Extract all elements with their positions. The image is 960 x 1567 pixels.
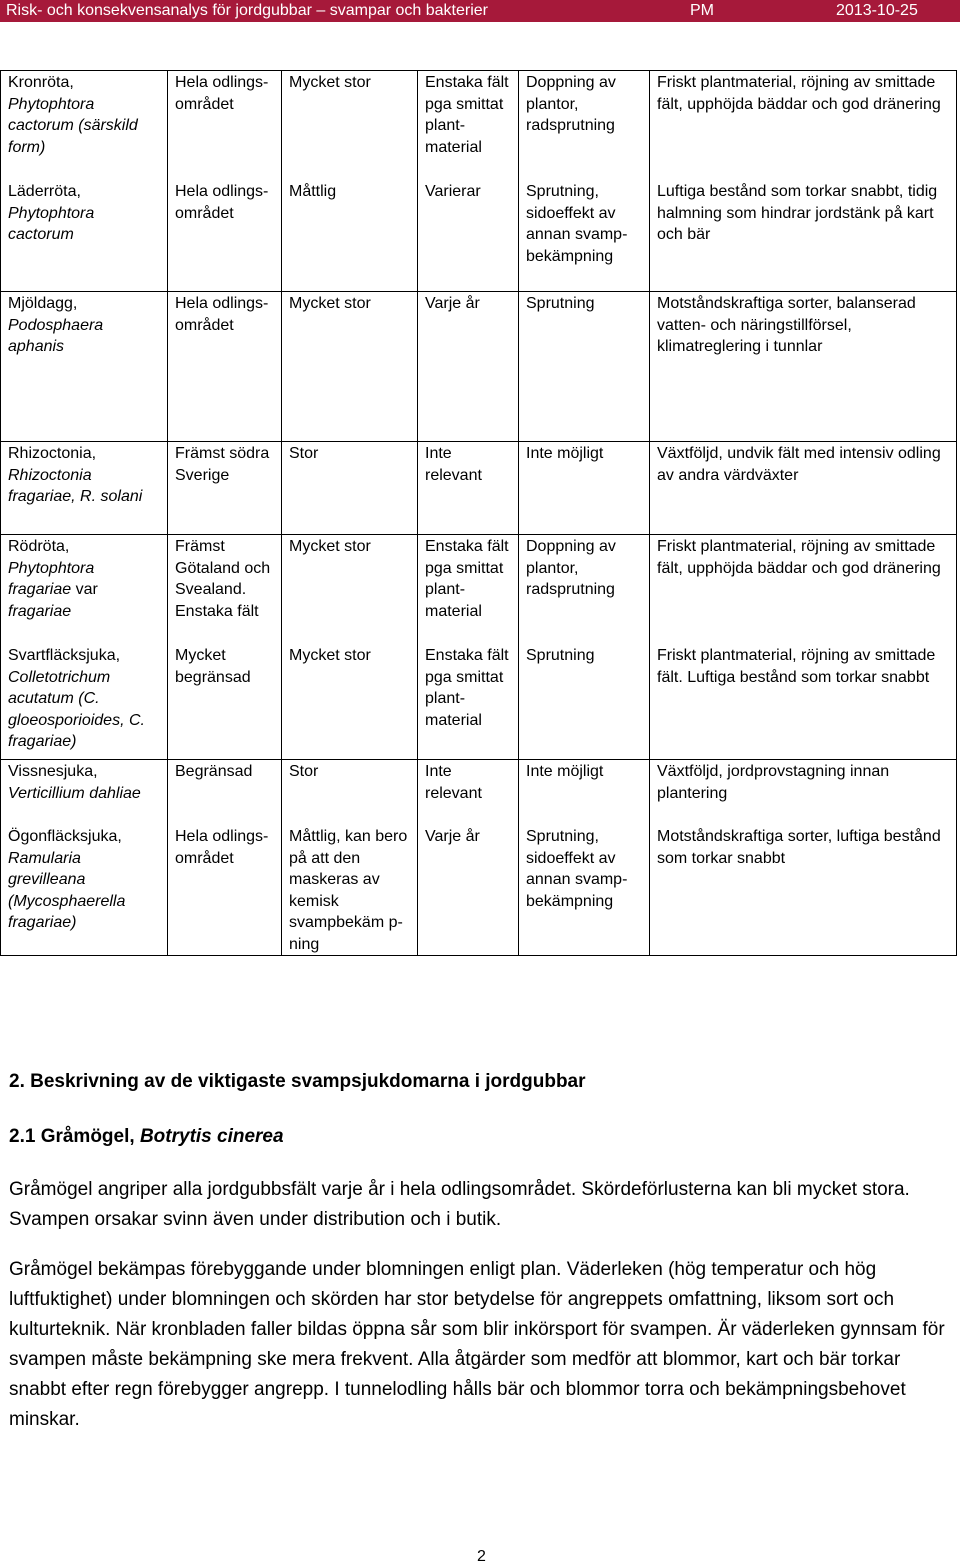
prevention-text: Växtföljd, jordprovstagning innan plantering: [657, 763, 890, 802]
impact-text: Mycket stor: [289, 74, 371, 91]
control-text: Sprutning: [526, 647, 595, 664]
impact-text: Stor: [289, 763, 319, 780]
table-cell-prevention: [650, 535, 957, 760]
table-cell-area: [168, 442, 282, 535]
page-number: 2: [477, 1548, 486, 1565]
subsection-heading-prefix: 2.1 Gråmögel,: [9, 1126, 140, 1147]
area-text: Mycket begränsad: [175, 647, 251, 686]
document-date: 2013-10-25: [836, 2, 918, 19]
table-cell-disease: [1, 442, 168, 535]
control-text: Doppning av plantor, radsprutning: [526, 538, 616, 598]
subsection-heading: [9, 1122, 954, 1152]
frequency-text: Varierar: [425, 183, 481, 200]
disease-latin-name: Verticillium dahliae: [8, 784, 141, 802]
disease-common-name: Rhizoctonia,: [8, 445, 97, 462]
table-cell-control: [519, 535, 650, 760]
disease-text: [1, 180, 167, 291]
control-text: Sprutning, sidoeffekt av annan svamp-bekämpning: [526, 828, 628, 910]
disease-text: [1, 535, 167, 644]
disease-latin-name: Rhizoctonia fragariae, R. solani: [8, 466, 143, 505]
control-text: Doppning av plantor, radsprutning: [526, 74, 616, 134]
frequency-text: Varje år: [425, 828, 480, 845]
impact-text: Mycket stor: [289, 647, 371, 664]
table-cell-frequency: [418, 292, 519, 442]
table-cell-area: [168, 760, 282, 956]
disease-latin-name: Ramularia grevilleana (Mycosphaerella fragariae): [8, 849, 126, 931]
table-row: [1, 760, 957, 956]
area-text: Hela odlings-området: [175, 295, 269, 334]
table-cell-area: [168, 535, 282, 760]
table-cell-frequency: [418, 760, 519, 956]
table-cell-prevention: [650, 442, 957, 535]
table-cell-impact: [282, 442, 418, 535]
impact-text: Stor: [289, 445, 319, 462]
disease-text: [1, 442, 167, 534]
control-text: Inte möjligt: [526, 445, 604, 462]
document-type: PM: [690, 2, 714, 19]
disease-latin-name: Phytophtora cactorum (särskild form): [8, 95, 138, 156]
table-cell-prevention: [650, 760, 957, 956]
table-row: [1, 71, 957, 292]
table-row: [1, 442, 957, 535]
disease-common-name: Mjöldagg,: [8, 295, 78, 312]
paragraph-2: Gråmögel bekämpas förebyggande under blomningen enligt plan. Väderleken (hög temperatur och hög luftfuktighet) under blomningen och skörden har stor betydelse för angreppets omfattning, liksom sort och kulturteknik. När kronbladen faller bildas öppna sår som blir inkörsport för svampen. Är väderleken gynnsam för svampen måste bekämpning ske mera frekvent. Alla åtgärder som medför att blommor, kart och bär torkar snabbt efter regn förebygger angrepp. I tunnelodling hålls bär och blommor torra och bekämpningsbehovet minskar.: [9, 1259, 945, 1430]
subsection-heading-species: Botrytis cinerea: [139, 1126, 284, 1147]
section-heading: 2. Beskrivning av de viktigaste svampsjukdomarna i jordgubbar: [9, 1071, 586, 1092]
table-cell-control: [519, 292, 650, 442]
page-header: [0, 0, 960, 22]
prevention-text: Friskt plantmaterial, röjning av smittade fält, upphöjda bäddar och god dränering: [657, 74, 941, 113]
table-cell-impact: [282, 760, 418, 956]
disease-text: [1, 292, 167, 441]
frequency-text: Enstaka fält pga smittat plant-material: [425, 538, 509, 620]
table-cell-area: [168, 71, 282, 292]
disease-text: [1, 71, 167, 180]
prevention-text: Växtföljd, undvik fält med intensiv odling av andra värdväxter: [657, 445, 941, 484]
disease-risk-table: [0, 70, 957, 956]
prevention-text: Friskt plantmaterial, röjning av smittade fält. Luftiga bestånd som torkar snabbt: [657, 647, 936, 686]
table-cell-impact: [282, 292, 418, 442]
prevention-text: Luftiga bestånd som torkar snabbt, tidig halmning som hindrar jordstänk på kart och bär: [657, 183, 938, 243]
disease-latin-name: Phytophtora fragariae: [8, 559, 95, 598]
table-cell-disease: [1, 292, 168, 442]
table-cell-area: [168, 292, 282, 442]
table-cell-disease: [1, 71, 168, 292]
table-row: [1, 292, 957, 442]
impact-text: Mycket stor: [289, 538, 371, 555]
control-text: Sprutning, sidoeffekt av annan svamp-bekämpning: [526, 183, 628, 265]
table-cell-control: [519, 760, 650, 956]
disease-text: [1, 825, 167, 954]
impact-text: Mycket stor: [289, 295, 371, 312]
disease-latin-variety: fragariae: [8, 602, 72, 620]
table-row: [1, 535, 957, 760]
disease-common-name: Ögonfläcksjuka,: [8, 828, 122, 845]
frequency-text: Varje år: [425, 295, 480, 312]
table-cell-frequency: [418, 442, 519, 535]
table-cell-impact: [282, 535, 418, 760]
prevention-text: Motståndskraftiga sorter, balanserad vatten- och näringstillförsel, klimatreglering i tunnlar: [657, 295, 916, 355]
paragraph-1: Gråmögel angriper alla jordgubbsfält varje år i hela odlingsområdet. Skördeförlusterna kan bli mycket stora. Svampen orsakar svinn även under distribution och i butik.: [9, 1179, 910, 1230]
table-cell-impact: [282, 71, 418, 292]
table-cell-disease: [1, 760, 168, 956]
disease-text: [1, 760, 167, 825]
area-text: Hela odlings-området: [175, 74, 269, 113]
disease-common-name: Vissnesjuka,: [8, 763, 98, 780]
area-text: Främst södra Sverige: [175, 445, 270, 484]
area-text: Hela odlings-området: [175, 183, 269, 222]
table-cell-frequency: [418, 535, 519, 760]
table-cell-control: [519, 71, 650, 292]
table-cell-frequency: [418, 71, 519, 292]
disease-name-connector: var: [71, 581, 98, 598]
frequency-text: Inte relevant: [425, 445, 482, 484]
disease-common-name: Rödröta,: [8, 538, 70, 555]
frequency-text: Inte relevant: [425, 763, 482, 802]
impact-text: Måttlig, kan bero på att den maskeras av kemisk svampbekäm p-ning: [289, 828, 408, 953]
area-text: Begränsad: [175, 763, 253, 780]
disease-common-name: Läderröta,: [8, 183, 81, 200]
disease-common-name: Svartfläcksjuka,: [8, 647, 121, 664]
frequency-text: Enstaka fält pga smittat plant-material: [425, 647, 509, 729]
disease-latin-name: Podosphaera aphanis: [8, 316, 104, 355]
area-text: Främst Götaland och Svealand. Enstaka fält: [175, 538, 271, 620]
table-cell-prevention: [650, 71, 957, 292]
disease-common-name: Kronröta,: [8, 74, 74, 91]
disease-latin-name: Colletotrichum acutatum (C. gloeosporioides, C. fragariae): [8, 668, 145, 750]
table-cell-control: [519, 442, 650, 535]
table-cell-prevention: [650, 292, 957, 442]
control-text: Sprutning: [526, 295, 595, 312]
table-cell-disease: [1, 535, 168, 760]
disease-text: [1, 644, 167, 759]
prevention-text: Friskt plantmaterial, röjning av smittade fält, upphöjda bäddar och god dränering: [657, 538, 941, 577]
document-title: Risk- och konsekvensanalys för jordgubbar – svampar och bakterier: [6, 2, 489, 19]
prevention-text: Motståndskraftiga sorter, luftiga bestånd som torkar snabbt: [657, 828, 941, 867]
area-text: Hela odlings-området: [175, 828, 269, 867]
impact-text: Måttlig: [289, 183, 337, 200]
frequency-text: Enstaka fält pga smittat plant-material: [425, 74, 509, 156]
control-text: Inte möjligt: [526, 763, 604, 780]
disease-latin-name: Phytophtora cactorum: [8, 204, 95, 243]
